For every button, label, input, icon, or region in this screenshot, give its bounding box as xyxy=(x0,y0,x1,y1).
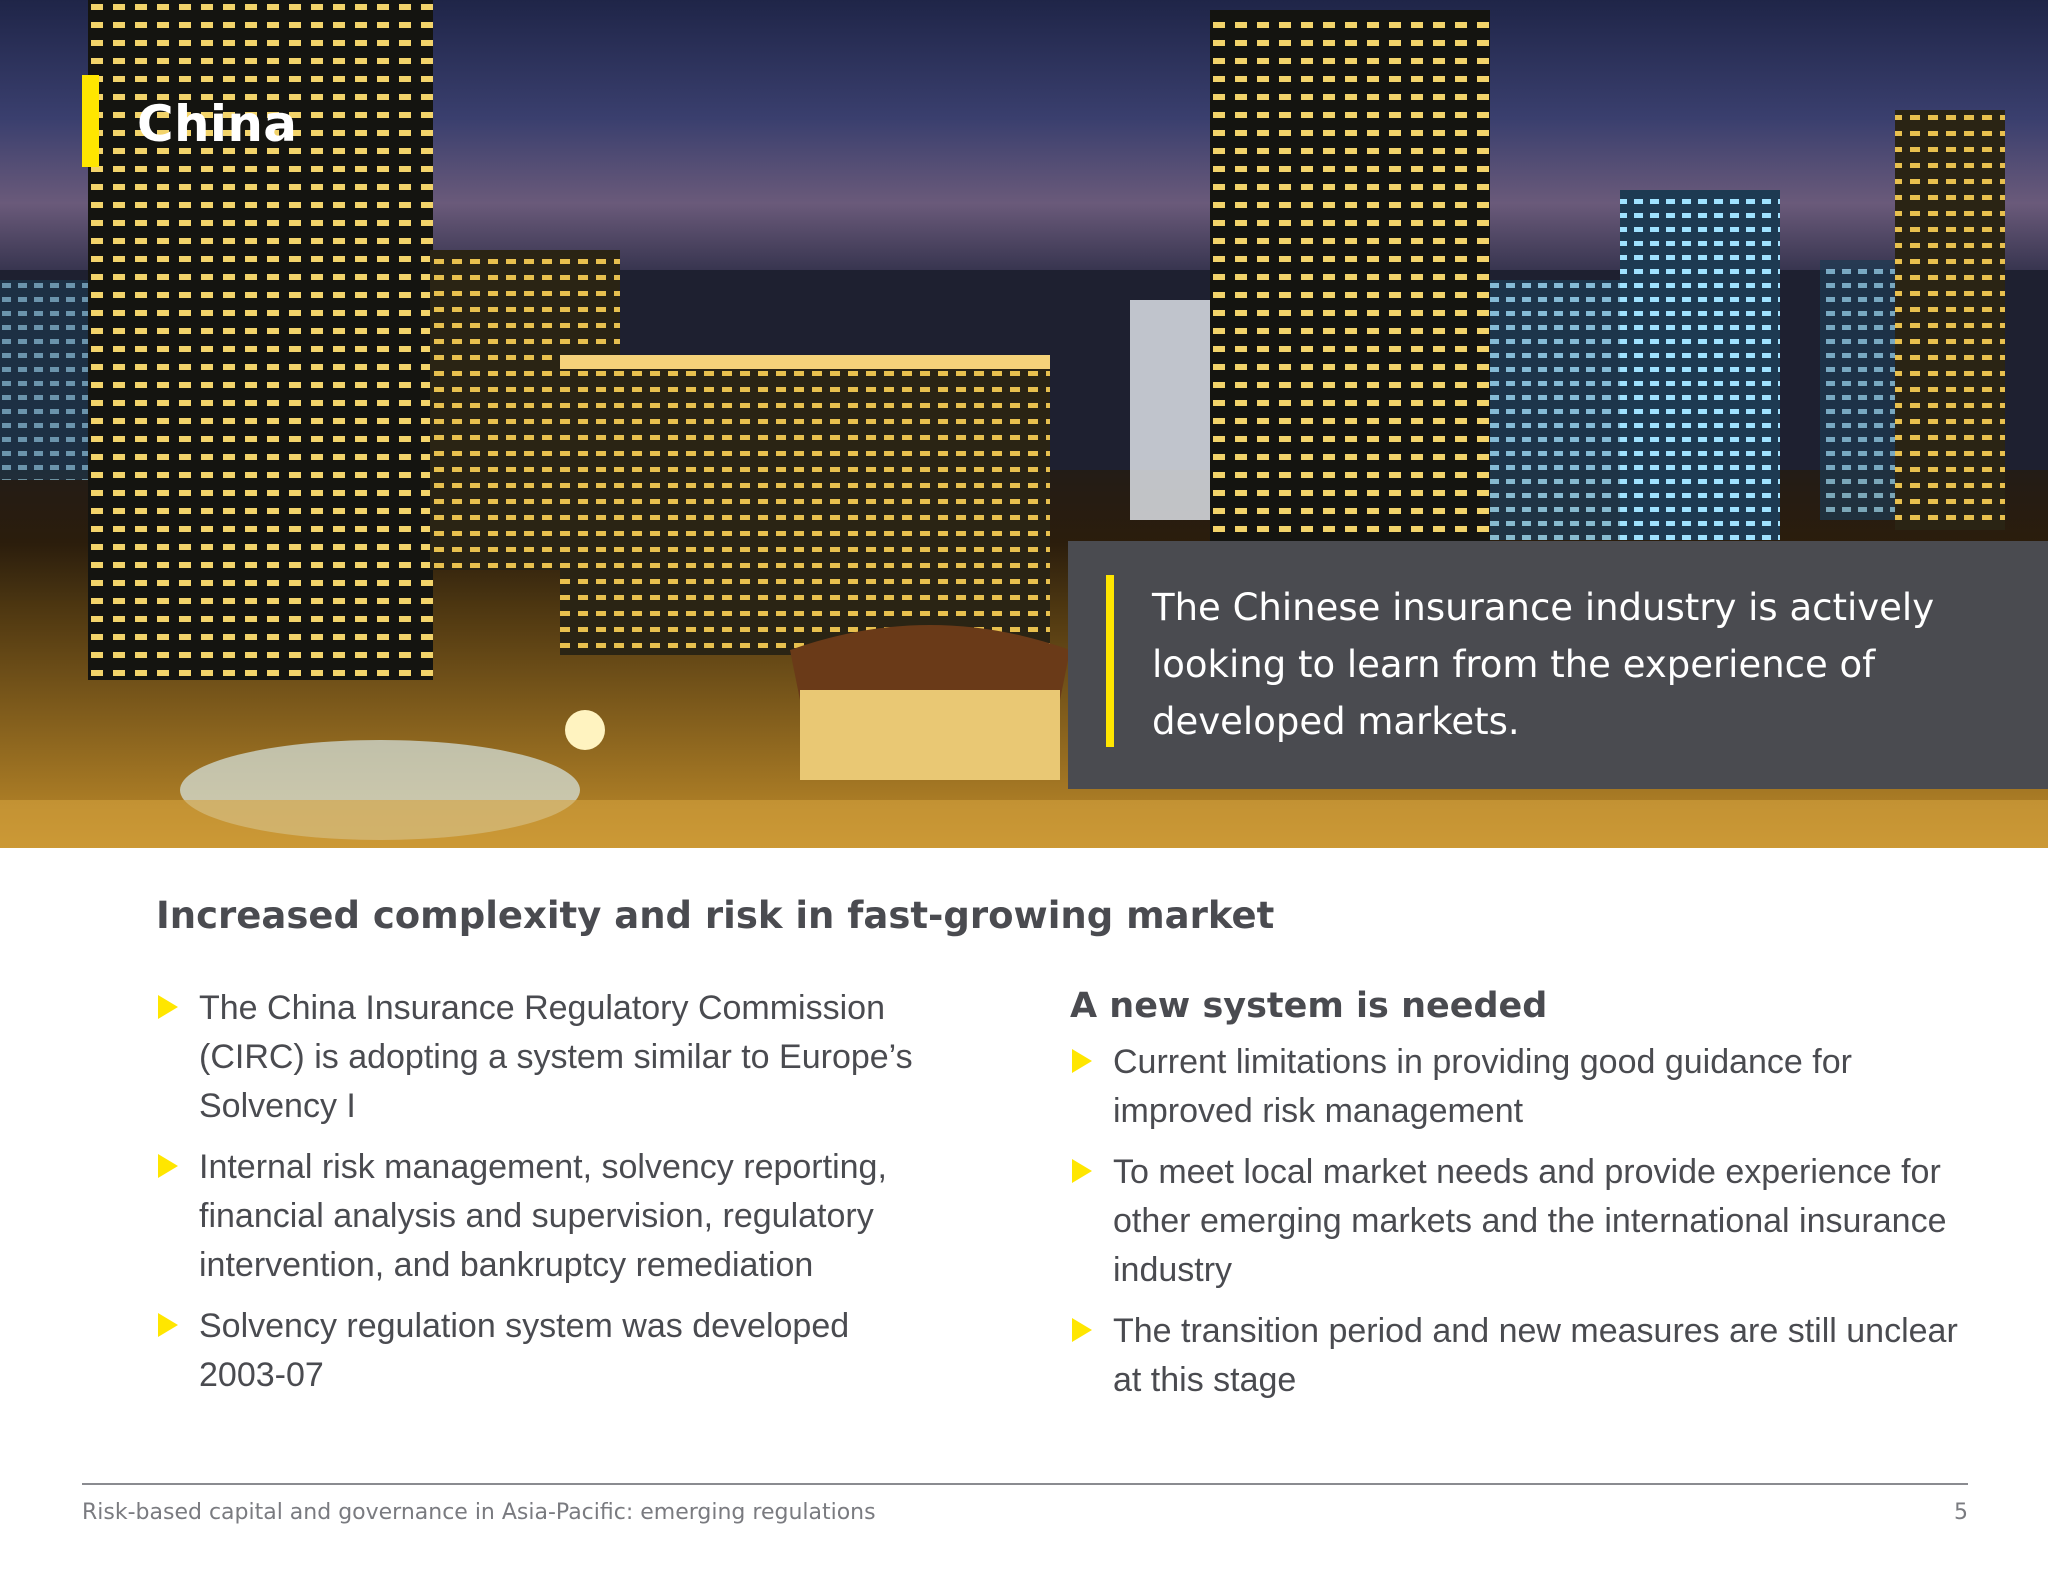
page-title: China xyxy=(137,95,298,153)
pull-quote-box xyxy=(1068,541,2048,789)
bullet-triangle-icon xyxy=(1072,1159,1092,1183)
list-item xyxy=(1070,1038,1970,1136)
right-column xyxy=(1070,978,1970,1417)
bullet-triangle-icon xyxy=(1072,1318,1092,1342)
left-bullet-list xyxy=(156,984,936,1400)
list-item xyxy=(156,1143,936,1290)
list-item xyxy=(1070,1307,1970,1405)
left-column xyxy=(156,984,936,1412)
right-bullet-list xyxy=(1070,1038,1970,1405)
bullet-text: To meet local market needs and provide experience for other emerging markets and the international insurance industry xyxy=(1113,1153,1947,1289)
list-item xyxy=(156,1302,936,1400)
bullet-triangle-icon xyxy=(158,995,178,1019)
list-item xyxy=(156,984,936,1131)
page-number: 5 xyxy=(1954,1500,1968,1525)
list-item xyxy=(1070,1148,1970,1295)
bullet-text: The China Insurance Regulatory Commission (CIRC) is adopting a system similar to Europe’s Solvency I xyxy=(199,989,913,1125)
bullet-text: Internal risk management, solvency reporting, financial analysis and supervision, regulatory intervention, and bankruptcy remediation xyxy=(199,1148,887,1284)
title-accent-bar xyxy=(82,75,99,167)
footer-divider xyxy=(82,1483,1968,1485)
pull-quote-text: The Chinese insurance industry is actively looking to learn from the experience of developed markets. xyxy=(1152,586,1935,743)
bullet-triangle-icon xyxy=(158,1313,178,1337)
right-column-heading: A new system is needed xyxy=(1070,986,1548,1026)
footer-title: Risk-based capital and governance in Asia-Pacific: emerging regulations xyxy=(82,1500,876,1525)
quote-accent-bar xyxy=(1106,575,1114,747)
section-heading: Increased complexity and risk in fast-growing market xyxy=(156,894,1275,937)
bullet-text: Solvency regulation system was developed 2003-07 xyxy=(199,1307,850,1394)
bullet-triangle-icon xyxy=(158,1154,178,1178)
bullet-triangle-icon xyxy=(1072,1049,1092,1073)
bullet-text: The transition period and new measures are still unclear at this stage xyxy=(1113,1312,1958,1399)
bullet-text: Current limitations in providing good guidance for improved risk management xyxy=(1113,1043,1852,1130)
